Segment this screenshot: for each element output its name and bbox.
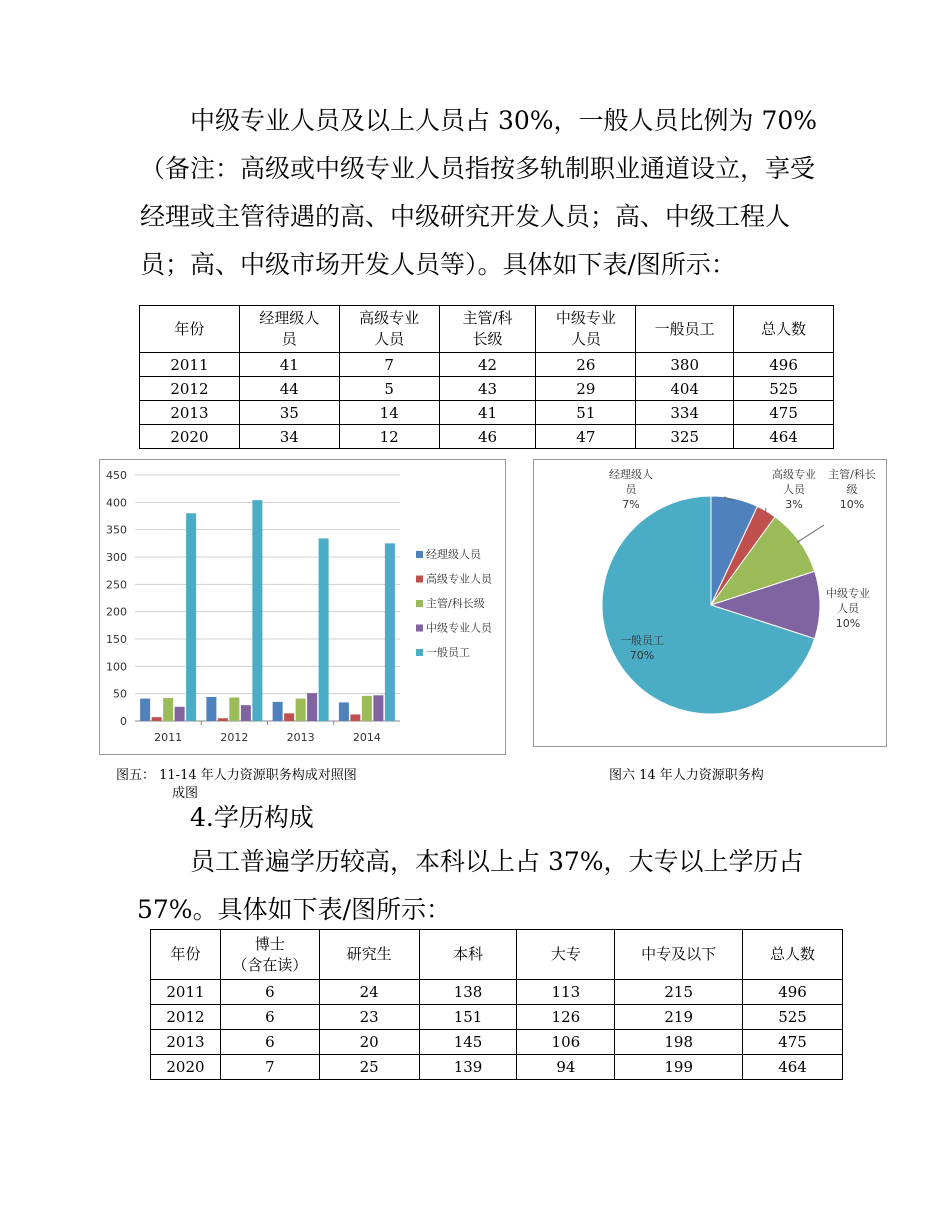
column-header — [439, 306, 536, 353]
table-cell: 25 — [319, 1055, 419, 1080]
intro-paragraph — [140, 97, 820, 289]
table-cell: 7 — [339, 353, 439, 377]
table-cell: 6 — [220, 1030, 319, 1055]
table-cell: 7 — [220, 1055, 319, 1080]
table-cell: 2020 — [151, 1055, 221, 1080]
table-cell: 215 — [615, 980, 743, 1005]
column-header — [319, 930, 419, 980]
bar — [307, 693, 317, 721]
education-table — [150, 929, 843, 1080]
table-row — [140, 353, 834, 377]
legend-swatch — [416, 625, 423, 632]
table-cell: 2011 — [151, 980, 221, 1005]
bar — [273, 702, 283, 721]
table-cell: 35 — [239, 401, 339, 425]
table-cell: 94 — [517, 1055, 615, 1080]
bar — [284, 713, 294, 721]
text-line: 中级专业人员及以上人员占 30%，一般人员比例为 70% — [190, 106, 818, 135]
table-cell: 139 — [419, 1055, 517, 1080]
header-text: 大专 — [550, 945, 581, 963]
y-tick-label: 200 — [106, 605, 127, 619]
text-line: 员工普遍学历较高，本科以上占 37%，大专以上学历占 — [190, 847, 804, 876]
bar — [296, 699, 306, 721]
bar — [186, 513, 196, 721]
table-cell: 2013 — [140, 401, 240, 425]
column-header — [419, 930, 517, 980]
table-cell: 46 — [439, 425, 536, 449]
header-text: 人员 — [374, 330, 405, 348]
table-cell: 2020 — [140, 425, 240, 449]
text-line: （备注：高级或中级专业人员指按多轨制职业通道设立，享受 — [140, 154, 816, 183]
slice-percent: 7% — [622, 498, 640, 511]
column-header — [339, 306, 439, 353]
header-text: 一般员工 — [654, 319, 715, 338]
table-cell: 334 — [636, 401, 734, 425]
header-text: 高级专业 — [359, 309, 420, 327]
slice-label-text: 高级专业 — [772, 468, 816, 481]
legend-swatch — [416, 576, 423, 583]
slice-percent: 3% — [785, 498, 803, 511]
slice-label-text: 级 — [846, 483, 858, 496]
bar — [319, 538, 329, 721]
table-cell: 525 — [734, 377, 834, 401]
table-cell: 41 — [239, 353, 339, 377]
table-row — [151, 1055, 843, 1080]
x-tick-label: 2014 — [352, 731, 381, 744]
bar — [252, 500, 262, 721]
figure-5-caption: 图五： 11-14 年人力资源职务构成对照图 — [116, 768, 357, 783]
pie-chart — [534, 460, 886, 746]
bar — [152, 717, 162, 721]
table-cell: 325 — [636, 425, 734, 449]
header-text: 博士 — [254, 934, 285, 953]
slice-label-text: 人员 — [783, 483, 805, 496]
table-cell: 199 — [615, 1055, 743, 1080]
table-cell: 464 — [743, 1055, 843, 1080]
column-header — [536, 306, 636, 353]
y-tick-label: 250 — [106, 578, 127, 592]
bar — [339, 702, 349, 721]
position-structure-table — [139, 305, 834, 449]
slice-percent: 10% — [839, 498, 865, 511]
bar — [175, 707, 185, 721]
slice-percent: 70% — [629, 649, 655, 662]
header-text: 年份 — [174, 319, 205, 338]
bar — [362, 696, 372, 721]
y-tick-label: 300 — [106, 551, 127, 564]
column-header — [636, 306, 734, 353]
x-tick-label: 2013 — [286, 731, 315, 744]
header-text: 研究生 — [346, 945, 392, 963]
table-cell: 44 — [239, 377, 339, 401]
column-header — [151, 930, 221, 980]
table-cell: 34 — [239, 425, 339, 449]
text-line: 57%。具体如下表/图所示： — [137, 895, 451, 924]
table-cell: 42 — [439, 353, 536, 377]
y-tick-label: 350 — [106, 523, 127, 537]
slice-label-text: 人员 — [837, 602, 859, 615]
table-row — [151, 1005, 843, 1030]
table-cell: 51 — [536, 401, 636, 425]
header-text: 人员 — [570, 330, 601, 348]
column-header — [517, 930, 615, 980]
legend-label: 高级专业人员 — [426, 572, 492, 586]
table-cell: 43 — [439, 377, 536, 401]
table-cell: 2011 — [140, 353, 240, 377]
header-text: （含在读） — [232, 955, 308, 974]
table-cell: 198 — [615, 1030, 743, 1055]
table-cell: 47 — [536, 425, 636, 449]
header-text: 年份 — [170, 945, 201, 963]
table-row — [140, 377, 834, 401]
table-cell: 525 — [743, 1005, 843, 1030]
table-cell: 12 — [339, 425, 439, 449]
text-line: 经理或主管待遇的高、中级研究开发人员；高、中级工程人 — [140, 202, 791, 231]
column-header — [239, 306, 339, 353]
header-text: 中级专业 — [555, 309, 616, 327]
header-text: 长级 — [472, 330, 503, 348]
y-tick-label: 0 — [120, 715, 127, 728]
header-text: 总人数 — [770, 945, 816, 963]
table-cell: 496 — [743, 980, 843, 1005]
table-cell: 464 — [734, 425, 834, 449]
slice-label-text: 经理级人 — [609, 468, 653, 481]
table-cell: 29 — [536, 377, 636, 401]
bar — [373, 695, 383, 721]
bar — [350, 714, 360, 721]
table-cell: 145 — [419, 1030, 517, 1055]
pie-chart-panel — [533, 459, 887, 747]
slice-label-text: 主管/科长 — [828, 468, 876, 481]
table-row — [151, 980, 843, 1005]
bar-chart-panel — [99, 459, 506, 755]
legend-label: 中级专业人员 — [426, 621, 492, 635]
legend-label: 经理级人员 — [426, 548, 481, 561]
slice-label-text: 员 — [625, 483, 637, 496]
bar — [218, 718, 228, 721]
figure-5-caption-cont: 成图 — [172, 786, 199, 801]
table-cell: 2012 — [151, 1005, 221, 1030]
header-text: 主管/科 — [462, 309, 513, 327]
slice-label-text: 一般员工 — [620, 634, 664, 647]
table-cell: 41 — [439, 401, 536, 425]
leader-line — [765, 508, 766, 513]
legend-swatch — [416, 600, 423, 607]
table-cell: 151 — [419, 1005, 517, 1030]
bar — [163, 698, 173, 721]
column-header — [615, 930, 743, 980]
table-cell: 2012 — [140, 377, 240, 401]
table-cell: 475 — [734, 401, 834, 425]
figure-6-caption: 图六 14 年人力资源职务构 — [609, 768, 764, 783]
y-tick-label: 100 — [106, 660, 127, 674]
bar — [241, 705, 251, 721]
table-cell: 2013 — [151, 1030, 221, 1055]
x-tick-label: 2012 — [220, 731, 249, 744]
column-header — [734, 306, 834, 353]
y-tick-label: 450 — [106, 469, 127, 482]
column-header — [140, 306, 240, 353]
table-row — [151, 1030, 843, 1055]
legend-label: 主管/科长级 — [426, 597, 485, 610]
table-cell: 106 — [517, 1030, 615, 1055]
slice-percent: 10% — [835, 617, 861, 630]
legend-label: 一般员工 — [426, 646, 470, 659]
column-header — [220, 930, 319, 980]
legend-swatch — [416, 649, 423, 656]
slice-label — [609, 468, 653, 511]
table-cell: 380 — [636, 353, 734, 377]
header-text: 中专及以下 — [641, 945, 717, 963]
x-tick-label: 2011 — [154, 731, 183, 744]
y-tick-label: 150 — [106, 633, 127, 646]
table-cell: 475 — [743, 1030, 843, 1055]
table-cell: 113 — [517, 980, 615, 1005]
bar-chart — [100, 460, 505, 754]
slice-label — [828, 467, 876, 511]
table-row — [140, 425, 834, 449]
table-cell: 404 — [636, 377, 734, 401]
table-row — [140, 401, 834, 425]
table-cell: 24 — [319, 980, 419, 1005]
table-cell: 20 — [319, 1030, 419, 1055]
text-line: 员；高、中级市场开发人员等）。具体如下表/图所示： — [140, 250, 736, 279]
table-cell: 23 — [319, 1005, 419, 1030]
slice-label — [826, 586, 870, 630]
y-tick-label: 50 — [113, 687, 127, 701]
bar — [229, 697, 239, 721]
legend-swatch — [416, 551, 423, 558]
table-cell: 14 — [339, 401, 439, 425]
bar — [385, 543, 395, 721]
table-cell: 6 — [220, 1005, 319, 1030]
table-cell: 219 — [615, 1005, 743, 1030]
education-paragraph — [137, 838, 820, 934]
table-cell: 126 — [517, 1005, 615, 1030]
bar — [206, 697, 216, 721]
bar — [140, 699, 150, 721]
leader-line — [798, 525, 824, 542]
header-text: 总人数 — [761, 319, 807, 338]
header-text: 员 — [281, 330, 297, 348]
slice-label — [772, 467, 816, 511]
slice-label-text: 中级专业 — [826, 587, 870, 600]
table-cell: 6 — [220, 980, 319, 1005]
table-cell: 496 — [734, 353, 834, 377]
header-text: 经理级人 — [259, 309, 320, 327]
header-text: 本科 — [453, 945, 484, 963]
y-tick-label: 400 — [106, 496, 127, 510]
column-header — [743, 930, 843, 980]
table-cell: 138 — [419, 980, 517, 1005]
section-heading: 4.学历构成 — [190, 803, 314, 832]
table-cell: 5 — [339, 377, 439, 401]
table-cell: 26 — [536, 353, 636, 377]
